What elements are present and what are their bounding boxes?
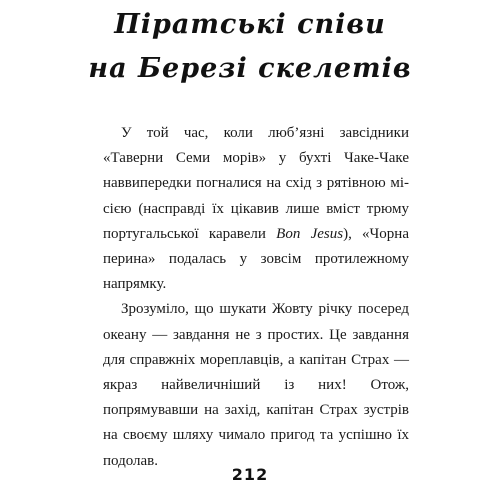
chapter-title-line-1: Піратські співи <box>114 9 386 40</box>
page-number: 212 <box>231 465 269 484</box>
paragraph-1 <box>103 121 409 297</box>
body-text <box>103 121 409 474</box>
paragraph-1-text-b: ), «Чорна перина» подалась у зовсім протилежному напрямку. <box>103 225 409 293</box>
paragraph-2: Зрозуміло, що шукати Жовту річку посеред океану — завдання не з простих. Це завдання для справжніх мореплавців, а капітан Страх — якраз найвеличніший із них! Отож, попрямувавши на захід, капітан Страх зустрів на своєму шляху чимало пригод та успішно їх подолав. <box>103 301 409 469</box>
paragraph-1-text-a: У той час, коли люб’язні завсідники «Таверни Семи морів» у бухті Чаке-Чаке наввипередки погналися на схід з рятівною місією (насправді їх цікавив лише вміст трюму португальської каравели <box>103 125 409 242</box>
ship-name: Bon Jesus <box>276 225 344 242</box>
chapter-title-line-2: на Березі скелетів <box>88 53 412 84</box>
